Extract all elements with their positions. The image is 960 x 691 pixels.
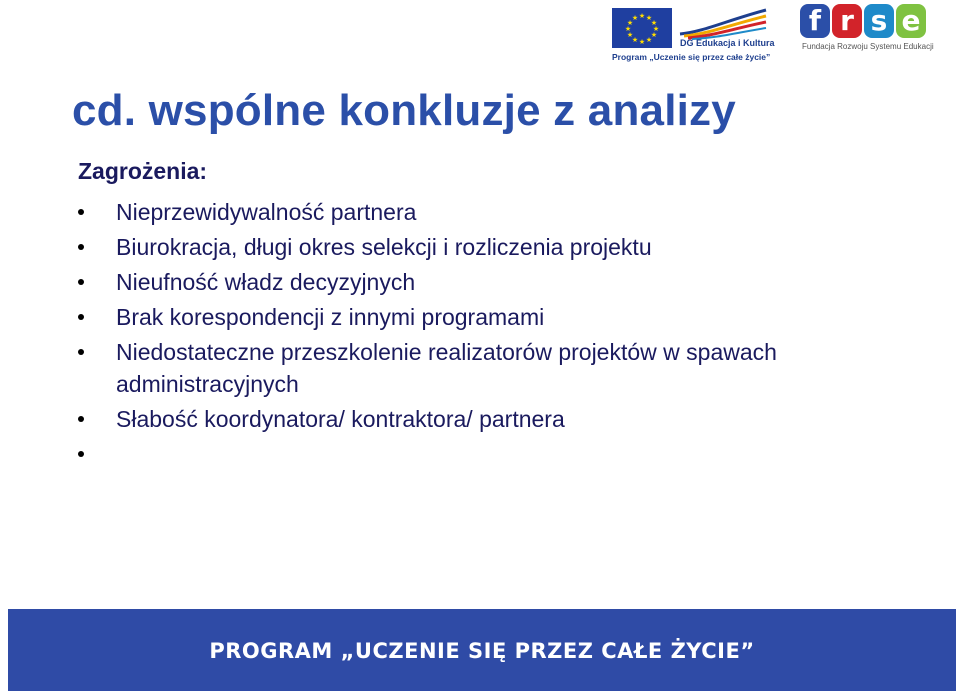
bullet-text: Nieufność władz decyzyjnych: [116, 269, 416, 295]
slide-subtitle: Zagrożenia:: [78, 158, 208, 184]
svg-text:★: ★: [631, 36, 639, 44]
svg-text:★: ★: [650, 19, 658, 27]
bullet-item: [78, 231, 938, 263]
bullet-item: [78, 336, 938, 400]
bullet-item: [78, 403, 938, 435]
footer-text: PROGRAM „UCZENIE SIĘ PRZEZ CAŁE ŻYCIE”: [209, 639, 755, 663]
bullet-dot-icon: [78, 314, 84, 320]
svg-text:★: ★: [626, 19, 634, 27]
frse-letter-e: e: [896, 4, 926, 38]
bullet-dot-icon: [78, 279, 84, 285]
dg-education-swoosh-icon: [678, 6, 768, 40]
bullet-item-empty: [78, 438, 938, 470]
slide-title: cd. wspólne konkluzje z analizy: [72, 86, 736, 135]
program-label: Program „Uczenie się przez całe życie”: [612, 52, 771, 62]
bullet-list: [78, 196, 938, 473]
dg-label: DG Edukacja i Kultura: [680, 38, 775, 48]
svg-text:★: ★: [645, 14, 653, 22]
frse-letter-f: f: [800, 4, 830, 38]
bullet-item: [78, 196, 938, 228]
eu-dg-logo: [612, 6, 775, 64]
svg-text:★: ★: [624, 25, 632, 33]
bullet-text: Słabość koordynatora/ kontraktora/ partnera: [116, 406, 565, 432]
svg-text:★: ★: [631, 14, 639, 22]
bullet-dot-icon: [78, 244, 84, 250]
bullet-dot-icon: [78, 416, 84, 422]
bullet-dot-icon: [78, 349, 84, 355]
bullet-text: Biurokracja, długi okres selekcji i rozliczenia projektu: [116, 234, 652, 260]
bullet-dot-icon: [78, 209, 84, 215]
svg-text:★: ★: [650, 31, 658, 39]
frse-logo: [800, 4, 934, 56]
svg-text:★: ★: [638, 12, 646, 20]
eu-flag-icon: [612, 8, 672, 48]
footer-banner: [8, 609, 956, 691]
svg-text:★: ★: [645, 36, 653, 44]
bullet-dot-icon: [78, 451, 84, 457]
svg-text:★: ★: [638, 38, 646, 46]
bullet-text: Nieprzewidywalność partnera: [116, 199, 417, 225]
svg-text:★: ★: [626, 31, 634, 39]
bullet-text: [116, 438, 938, 470]
frse-subtitle: Fundacja Rozwoju Systemu Edukacji: [802, 42, 934, 51]
bullet-item: [78, 266, 938, 298]
frse-letter-r: r: [832, 4, 862, 38]
bullet-text: Brak korespondencji z innymi programami: [116, 304, 545, 330]
eu-stars-icon: [612, 8, 672, 48]
bullet-item: [78, 301, 938, 333]
bullet-text: Niedostateczne przeszkolenie realizatorów projektów w spawach administracyjnych: [116, 339, 777, 397]
frse-letters: [800, 4, 926, 40]
frse-letter-s: s: [864, 4, 894, 38]
svg-text:★: ★: [652, 25, 660, 33]
